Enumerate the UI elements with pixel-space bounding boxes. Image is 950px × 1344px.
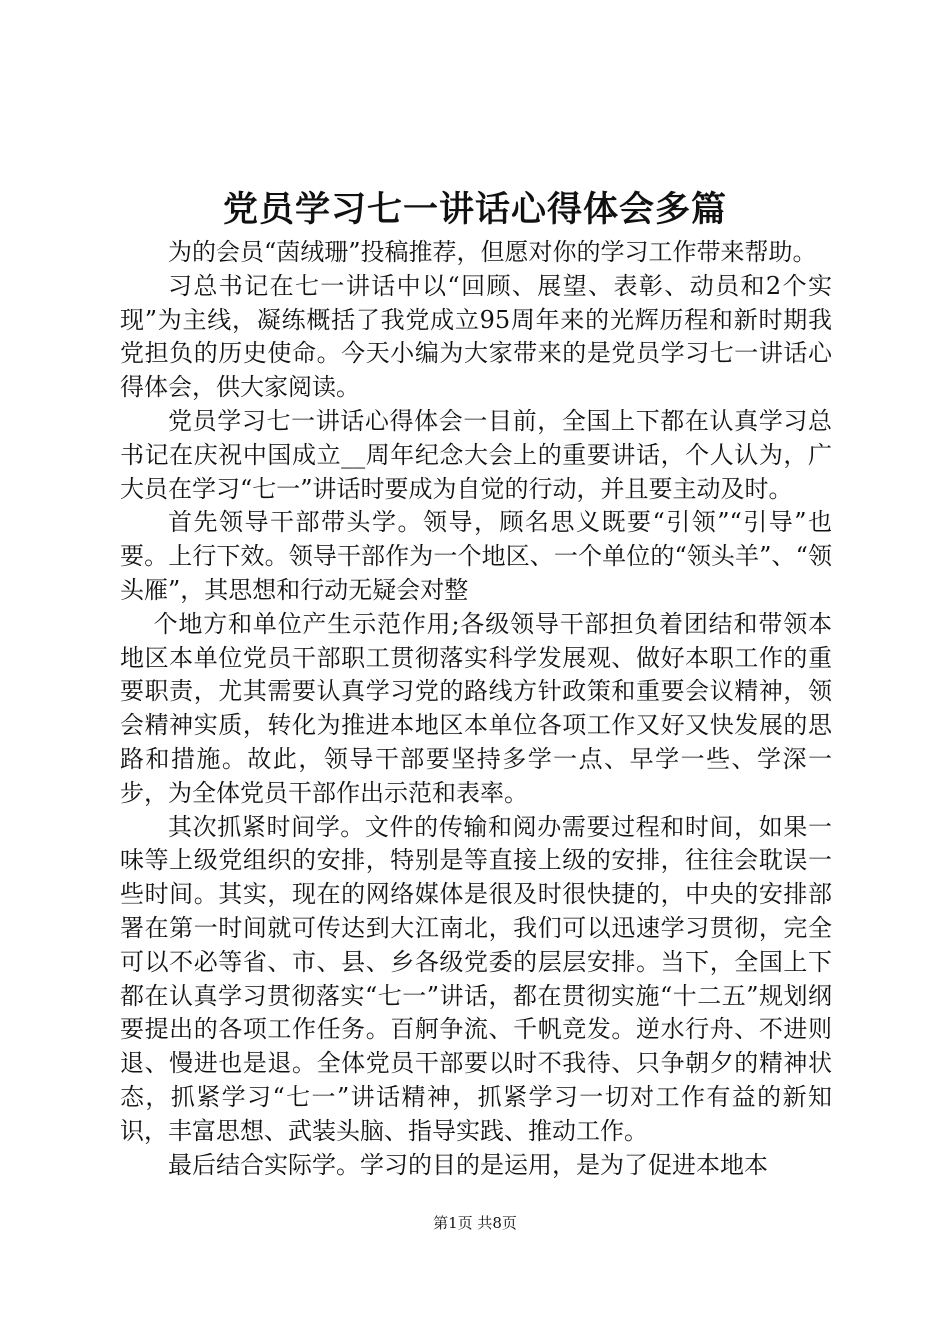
paragraph-combine-practice: 最后结合实际学。学习的目的是运用，是为了促进本地本 (168, 1150, 768, 1179)
document-body (120, 236, 832, 1182)
paragraph-summary: 习总书记在七一讲话中以“回顾、展望、表彰、动员和2个实现”为主线，凝练概括了我党成立95周年来的光辉历程和新时期我党担负的历史使命。今天小编为大家带来的是党员学习七一讲话心得体会，供大家阅读。 (120, 271, 832, 402)
paragraph-seize-time: 其次抓紧时间学。文件的传输和阅办需要过程和时间，如果一味等上级党组织的安排，特别是等直接上级的安排，往往会耽误一些时间。其实，现在的网络媒体是很及时很快捷的，中央的安排部署在第一时间就可传达到大江南北，我们可以迅速学习贯彻，完全可以不必等省、市、县、乡各级党委的层层安排。当下，全国上下都在认真学习贯彻落实“七一”讲话，都在贯彻实施“十二五”规划纲要提出的各项工作任务。百舸争流、千帆竞发。逆水行舟、不进则退、慢进也是退。全体党员干部要以时不我待、只争朝夕的精神状态，抓紧学习“七一”讲话精神，抓紧学习一切对工作有益的新知识，丰富思想、武装头脑、指导实践、推动工作。 (120, 812, 832, 1145)
paragraph-intro: 为的会员“茵绒珊”投稿推荐，但愿对你的学习工作带来帮助。 (168, 238, 817, 266)
page-number-footer: 第1页 共8页 (433, 1214, 517, 1232)
paragraph-leaders-study: 首先领导干部带头学。领导，顾名思义既要“引领”“引导”也要。上行下效。领导干部作为一个地区、一个单位的“领头羊”、“领头雁”，其思想和行动无疑会对整 (120, 508, 832, 604)
document-title: 党员学习七一讲话心得体会多篇 (222, 189, 727, 230)
paragraph-first-article: 党员学习七一讲话心得体会一目前，全国上下都在认真学习总书记在庆祝中国成立__周年纪念大会上的重要讲话，个人认为，广大员在学习“七一”讲话时要成为自觉的行动，并且要主动及时。 (120, 406, 832, 503)
paragraph-leaders-study-continued: 个地方和单位产生示范作用;各级领导干部担负着团结和带领本地区本单位党员干部职工贯彻落实科学发展观、做好本职工作的重要职责，尤其需要认真学习党的路线方针政策和重要会议精神，领会精神实质，转化为推进本地区本单位各项工作又好又快发展的思路和措施。故此，领导干部要坚持多学一点、早学一些、学深一步，为全体党员干部作出示范和表率。 (120, 609, 832, 807)
